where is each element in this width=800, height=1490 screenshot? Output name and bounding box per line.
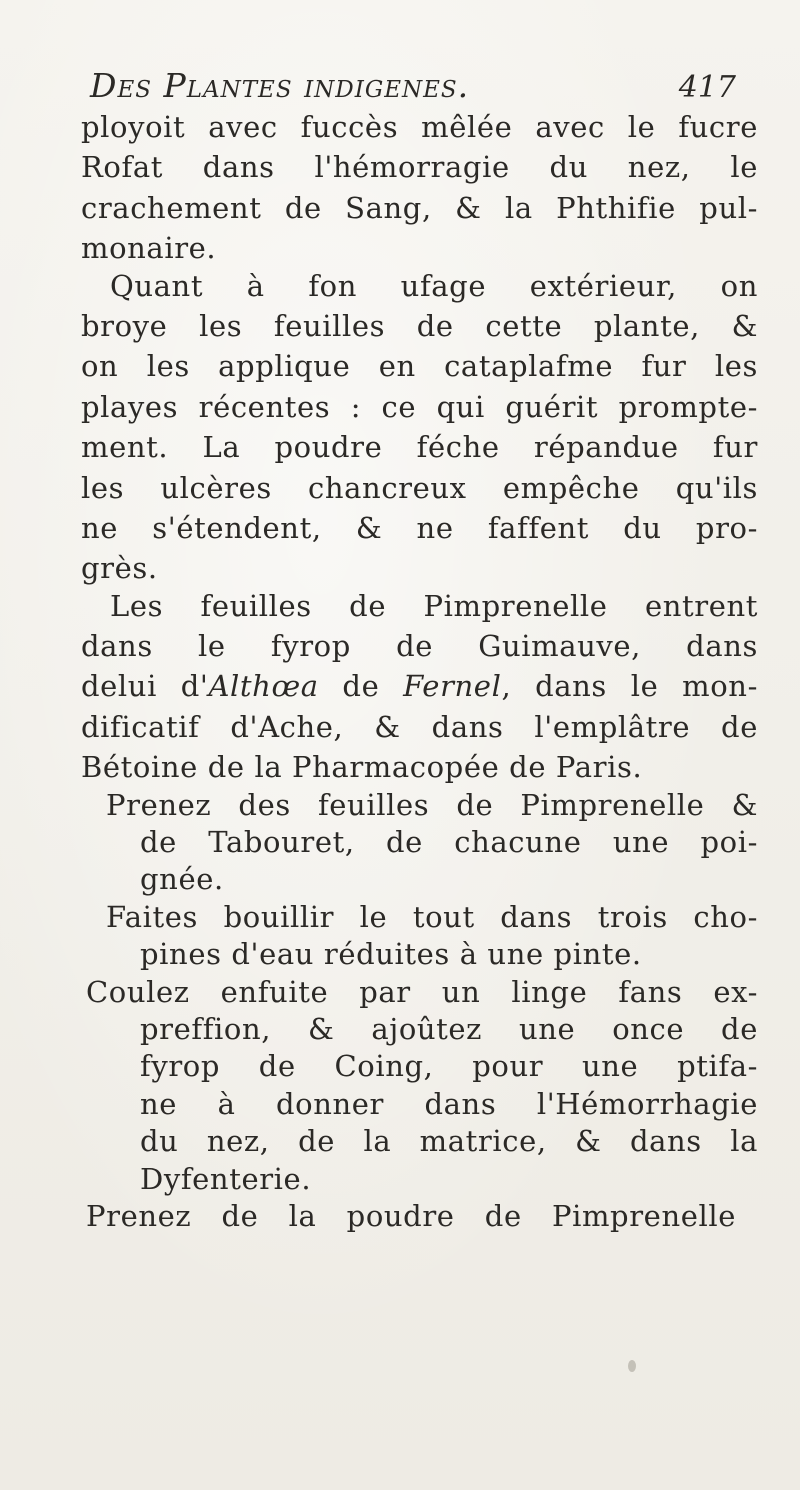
text-line: Coulez enfuite par un linge fans ex-: [86, 974, 758, 1009]
text-line: Rofat dans l'hémorragie du nez, le: [81, 150, 758, 185]
text-span: delui d': [81, 669, 209, 704]
text-span: , dans le mon-: [501, 669, 758, 704]
text-line: grès.: [81, 551, 158, 586]
text-line: Bétoine de la Pharmacopée de Paris.: [81, 750, 643, 785]
text-line: Dyfenterie.: [140, 1161, 312, 1196]
text-line: broye les feuilles de cette plante, &: [81, 308, 758, 343]
text-line: Faites bouillir le tout dans trois cho-: [106, 899, 758, 934]
italic-term: Fernel: [403, 669, 502, 704]
text-line: ne à donner dans l'Hémorrhagie: [140, 1086, 758, 1121]
text-line: on les applique en cataplafme fur les: [81, 349, 758, 384]
text-line: playes récentes : ce qui guérit prompte-: [81, 389, 758, 424]
page-number: 417: [678, 70, 736, 105]
text-line: Prenez des feuilles de Pimprenelle &: [106, 787, 758, 822]
text-line: du nez, de la matrice, & dans la: [140, 1124, 758, 1159]
italic-term: Althœa: [208, 669, 319, 704]
text-line: Les feuilles de Pimprenelle entrent: [110, 588, 758, 623]
text-span: de: [318, 669, 404, 704]
running-head: [90, 66, 758, 106]
text-line: Quant à fon ufage extérieur, on: [110, 268, 758, 303]
text-line: ne s'étendent, & ne faffent du pro-: [81, 510, 758, 545]
text-line: dificatif d'Ache, & dans l'emplâtre de: [81, 709, 758, 744]
text-line: ment. La poudre féche répandue fur: [81, 430, 758, 465]
text-line: fyrop de Coing, pour une ptifa-: [140, 1049, 758, 1084]
text-line: de Tabouret, de chacune une poi-: [140, 825, 758, 860]
text-line: monaire.: [81, 231, 217, 266]
text-line: Prenez de la poudre de Pimprenelle: [86, 1198, 736, 1233]
ink-speck: [628, 1360, 636, 1372]
running-title: Des Plantes indigenes.: [90, 66, 470, 105]
text-line: pines d'eau réduites à une pinte.: [140, 937, 642, 972]
text-line: [58, 668, 758, 705]
text-line: dans le fyrop de Guimauve, dans: [81, 629, 758, 664]
text-line: gnée.: [140, 862, 224, 897]
page-content: [58, 66, 758, 1235]
text-line: preffion, & ajoûtez une once de: [140, 1011, 758, 1046]
text-line: crachement de Sang, & la Phthifie pul-: [81, 190, 758, 225]
text-line: ployoit avec fuccès mêlée avec le fucre: [81, 110, 758, 144]
text-line: les ulcères chancreux empêche qu'ils: [81, 470, 758, 505]
